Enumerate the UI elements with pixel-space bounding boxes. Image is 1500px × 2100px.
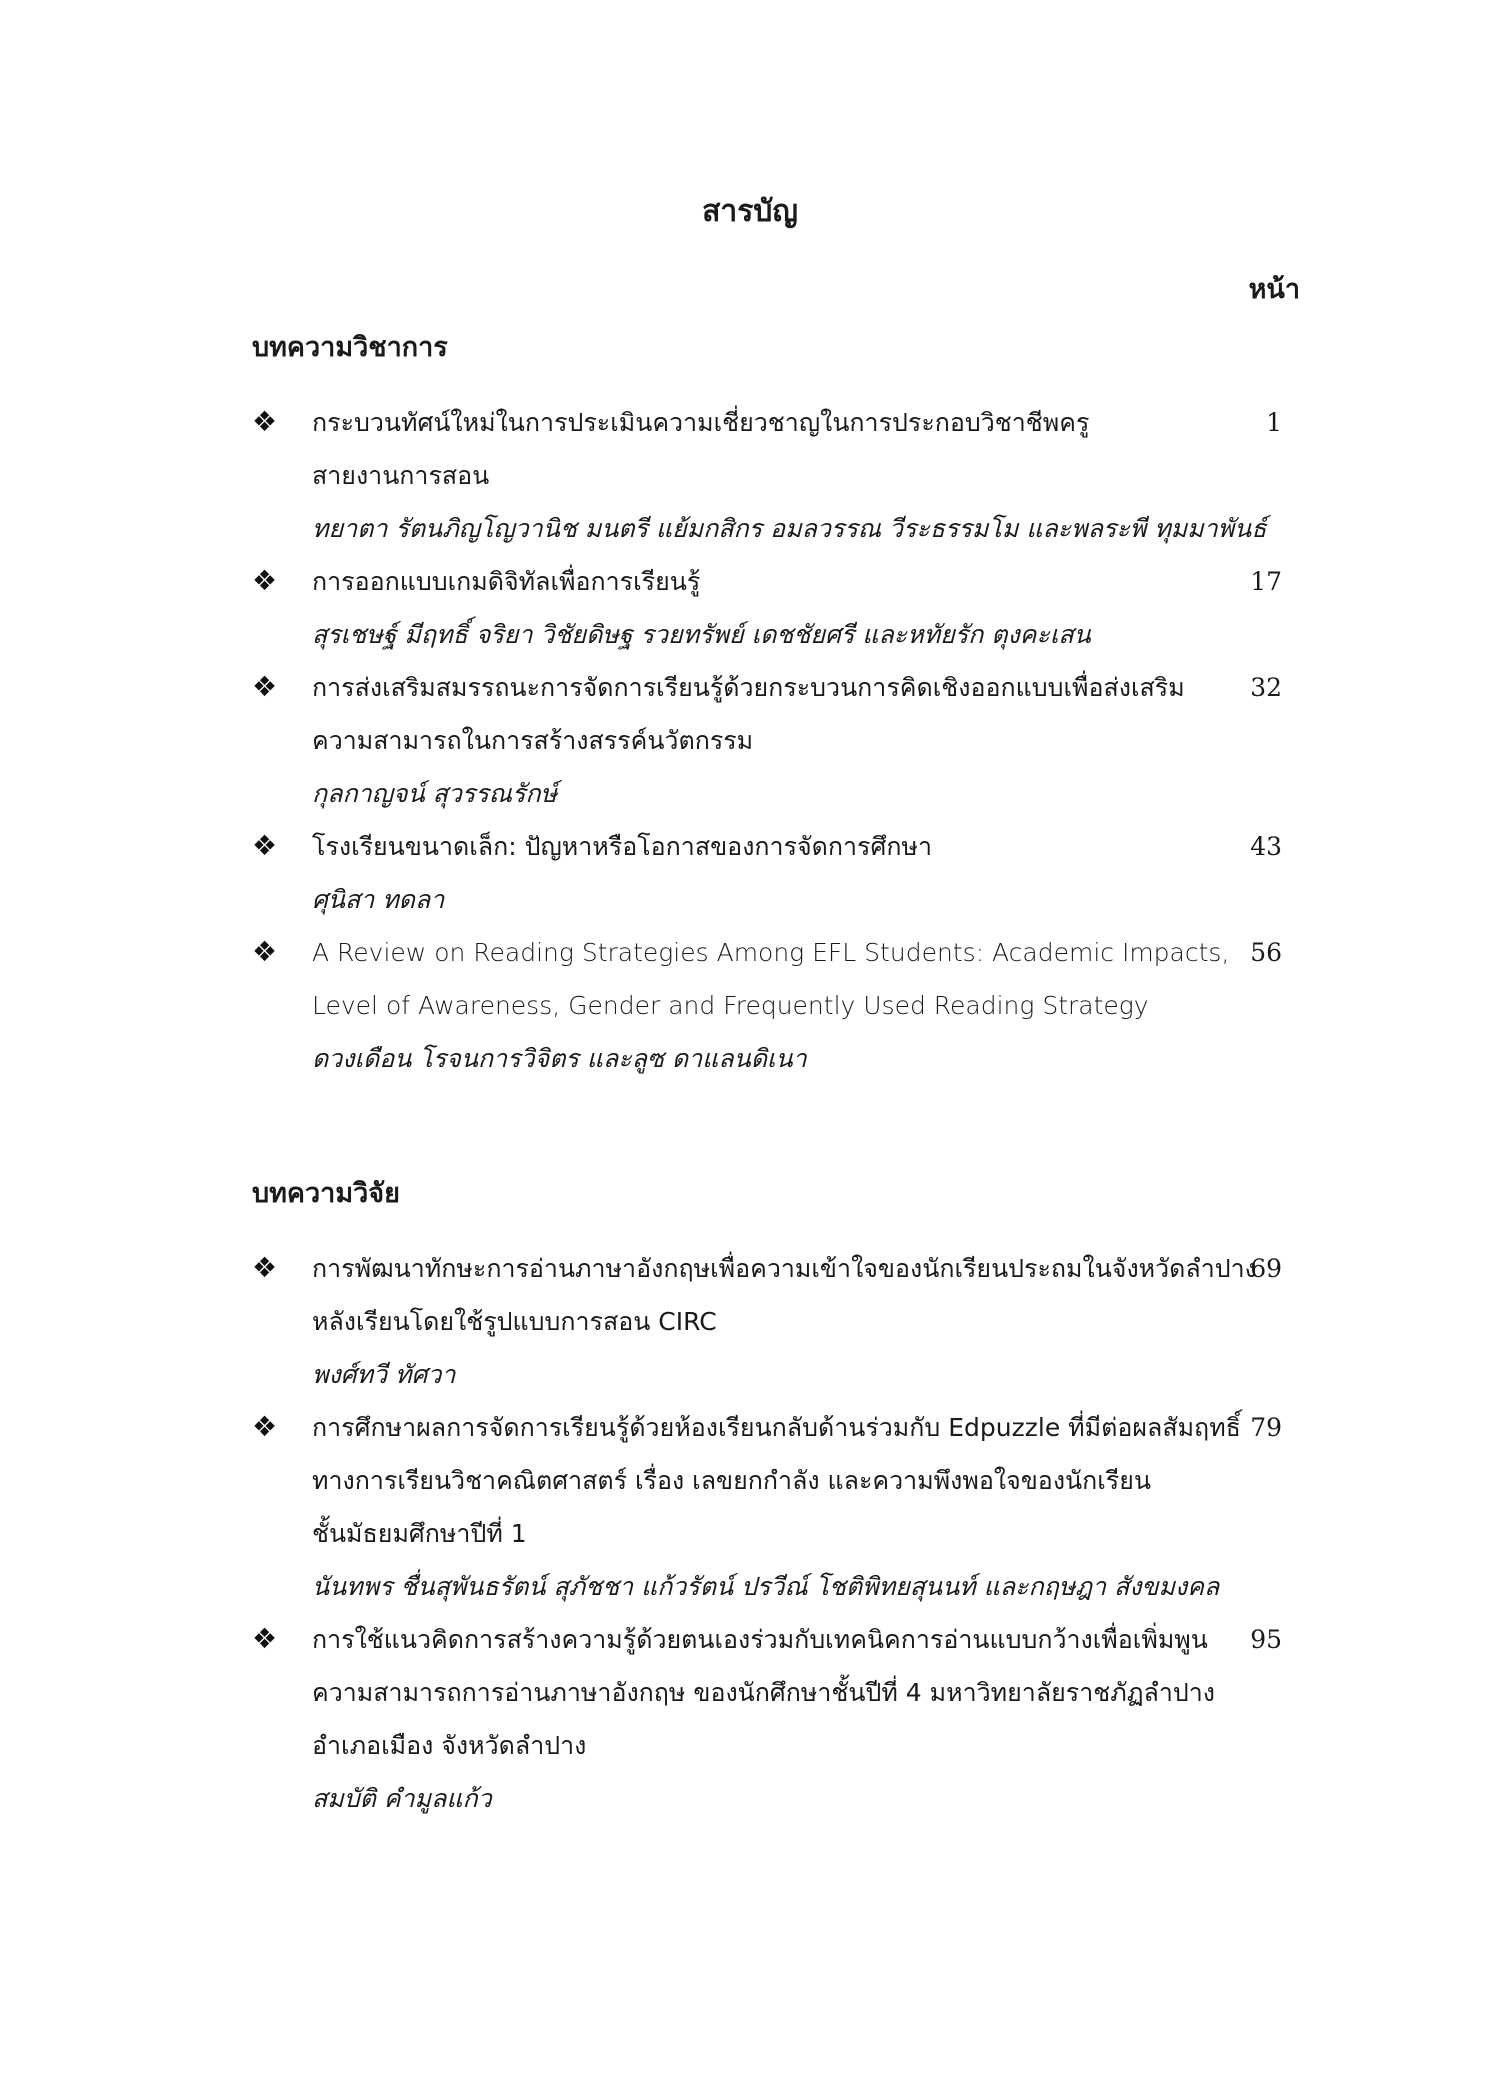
toc-entry[interactable]: [252, 926, 1312, 1085]
diamond-bullet-icon: ❖: [252, 1410, 278, 1443]
diamond-bullet-icon: ❖: [252, 935, 278, 968]
entry-title-line: ชั้นมัธยมศึกษาปีที่ 1: [312, 1519, 527, 1548]
entry-title-line: ทางการเรียนวิชาคณิตศาสตร์ เรื่อง เลขยกกำลัง และความพึงพอใจของนักเรียน: [312, 1466, 1151, 1495]
page-column-header: หน้า: [1248, 274, 1300, 305]
toc-entry[interactable]: [252, 661, 1312, 820]
entry-authors: พงศ์ทวี ทัศวา: [312, 1360, 456, 1389]
entry-authors: กุลกาญจน์ สุวรรณรักษ์: [312, 779, 558, 808]
section-heading: บทความวิชาการ: [252, 332, 448, 363]
entry-title-line: การพัฒนาทักษะการอ่านภาษาอังกฤษเพื่อความเข้าใจของนักเรียนประถมในจังหวัดลำปาง: [312, 1254, 1257, 1283]
entry-title-line: ความสามารถในการสร้างสรรค์นวัตกรรม: [312, 726, 754, 755]
entry-page-number: 56: [1250, 938, 1282, 967]
section-academic-articles: [252, 330, 1312, 1085]
toc-entry[interactable]: [252, 396, 1312, 555]
entry-page-number: 79: [1250, 1413, 1282, 1442]
entry-title-line: อำเภอเมือง จังหวัดลำปาง: [312, 1731, 587, 1760]
entry-page-number: 95: [1250, 1625, 1282, 1654]
toc-entry[interactable]: [252, 555, 1312, 661]
entry-title-line: การศึกษาผลการจัดการเรียนรู้ด้วยห้องเรียนกลับด้านร่วมกับ Edpuzzle ที่มีต่อผลสัมฤทธิ์: [312, 1413, 1241, 1442]
entry-title-line: กระบวนทัศน์ใหม่ในการประเมินความเชี่ยวชาญในการประกอบวิชาชีพครู: [312, 408, 1090, 437]
section-research-articles: [252, 1176, 1312, 1825]
entry-title-line: การส่งเสริมสมรรถนะการจัดการเรียนรู้ด้วยกระบวนการคิดเชิงออกแบบเพื่อส่งเสริม: [312, 673, 1185, 702]
entry-page-number: 43: [1250, 832, 1282, 861]
entry-authors: ดวงเดือน โรจนการวิจิตร และลูซ ดาแลนดิเนา: [312, 1044, 807, 1073]
entry-page-number: 1: [1266, 408, 1282, 437]
toc-entry[interactable]: [252, 1613, 1312, 1825]
toc-entry[interactable]: [252, 1242, 1312, 1401]
diamond-bullet-icon: ❖: [252, 1622, 278, 1655]
page-title: สารบัญ: [702, 194, 798, 229]
entry-page-number: 17: [1250, 567, 1282, 596]
section-heading: บทความวิจัย: [252, 1178, 400, 1209]
diamond-bullet-icon: ❖: [252, 405, 278, 438]
entry-title-line: Level of Awareness, Gender and Frequently Used Reading Strategy: [312, 991, 1149, 1020]
entry-page-number: 69: [1250, 1254, 1282, 1283]
entry-title-line: การออกแบบเกมดิจิทัลเพื่อการเรียนรู้: [312, 567, 701, 596]
entry-title-line: ความสามารถการอ่านภาษาอังกฤษ ของนักศึกษาชั้นปีที่ 4 มหาวิทยาลัยราชภัฏลำปาง: [312, 1678, 1215, 1707]
diamond-bullet-icon: ❖: [252, 670, 278, 703]
entry-title-line: โรงเรียนขนาดเล็ก: ปัญหาหรือโอกาสของการจัดการศึกษา: [312, 832, 933, 861]
diamond-bullet-icon: ❖: [252, 1251, 278, 1284]
entry-authors: สุรเชษฐ์ มีฤทธิ์ จริยา วิชัยดิษฐ รวยทรัพย์ เดชชัยศรี และหทัยรัก ตุงคะเสน: [312, 620, 1091, 649]
diamond-bullet-icon: ❖: [252, 564, 278, 597]
entry-authors: ศุนิสา ทดลา: [312, 885, 445, 914]
entry-authors: นันทพร ชื่นสุพันธรัตน์ สุภัชชา แก้วรัตน์ ปรวีณ์ โชติพิทยสุนนท์ และกฤษฎา สังขมงคล: [312, 1572, 1220, 1601]
diamond-bullet-icon: ❖: [252, 829, 278, 862]
toc-entry[interactable]: [252, 1401, 1312, 1613]
entry-title-line: การใช้แนวคิดการสร้างความรู้ด้วยตนเองร่วมกับเทคนิคการอ่านแบบกว้างเพื่อเพิ่มพูน: [312, 1625, 1208, 1654]
entry-authors: สมบัติ คำมูลแก้ว: [312, 1784, 492, 1813]
entry-page-number: 32: [1250, 673, 1282, 702]
entry-title-line: A Review on Reading Strategies Among EFL Students: Academic Impacts,: [312, 938, 1230, 967]
entry-authors: ทยาตา รัตนภิญโญวานิช มนตรี แย้มกสิกร อมลวรรณ วีระธรรมโม และพลระพี ทุมมาพันธ์: [312, 514, 1267, 543]
entry-title-line: สายงานการสอน: [312, 461, 490, 490]
entry-title-line: หลังเรียนโดยใช้รูปแบบการสอน CIRC: [312, 1307, 717, 1336]
toc-entry[interactable]: [252, 820, 1312, 926]
